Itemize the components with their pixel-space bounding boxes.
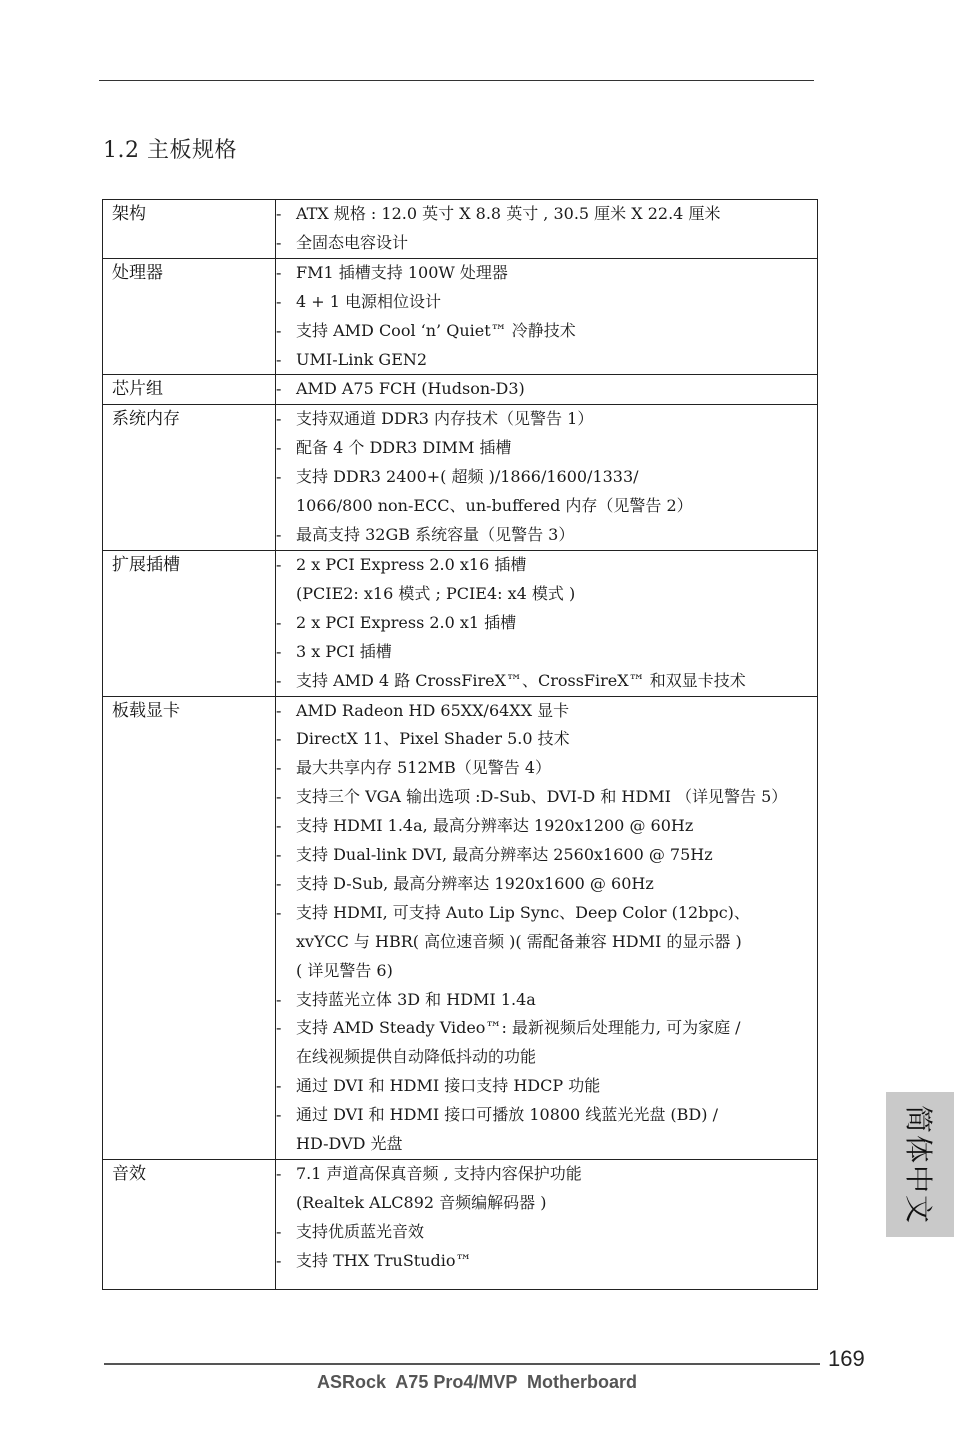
spec-line xyxy=(276,1218,817,1247)
spec-line xyxy=(276,754,817,783)
section-title: 1.2 主板规格 xyxy=(103,138,237,163)
spec-line-text: (Realtek ALC892 音频编解码器 ) xyxy=(296,1192,547,1212)
top-rule xyxy=(99,80,814,81)
language-tab-label: 简体中文 xyxy=(902,1104,935,1225)
spec-line xyxy=(276,986,817,1015)
spec-line-text: 通过 DVI 和 HDMI 接口可播放 10800 线蓝光光盘 (BD) / xyxy=(296,1105,718,1125)
spec-line-text: FM1 插槽支持 100W 处理器 xyxy=(296,262,508,282)
spec-line xyxy=(276,521,817,550)
dash-marker: - xyxy=(276,873,282,893)
spec-line xyxy=(276,288,817,317)
dash-marker: - xyxy=(276,349,282,369)
spec-items xyxy=(276,696,818,1160)
spec-line-text: AMD Radeon HD 65XX/64XX 显卡 xyxy=(296,700,570,720)
spec-row xyxy=(103,405,818,551)
dash-marker: - xyxy=(276,641,282,661)
spec-line xyxy=(276,463,817,492)
dash-marker: - xyxy=(276,729,282,749)
dash-marker: - xyxy=(276,989,282,1009)
spec-line-text: 2 x PCI Express 2.0 x1 插槽 xyxy=(296,612,517,632)
spec-table xyxy=(102,199,818,1290)
dash-marker: - xyxy=(276,379,282,399)
dash-marker: - xyxy=(276,438,282,458)
spec-line-text: 7.1 声道高保真音频 , 支持内容保护功能 xyxy=(296,1164,582,1183)
spec-line xyxy=(276,841,817,870)
spec-line-text: 1066/800 non-ECC、un-buffered 内存（见警告 2） xyxy=(296,496,693,516)
spec-line-text: 支持优质蓝光音效 xyxy=(296,1221,425,1241)
footer-rule xyxy=(104,1363,820,1365)
spec-row xyxy=(103,200,818,259)
spec-line xyxy=(276,259,817,288)
spec-items xyxy=(276,258,818,375)
spec-line xyxy=(276,1247,817,1276)
spec-line xyxy=(276,317,817,346)
dash-marker: - xyxy=(276,902,282,922)
spec-line xyxy=(276,492,817,521)
spec-line xyxy=(276,229,817,258)
dash-marker: - xyxy=(276,1018,282,1038)
dash-marker: - xyxy=(276,232,282,252)
spec-line-text: ATX 规格 : 12.0 英寸 X 8.8 英寸 , 30.5 厘米 X 22.4 厘米 xyxy=(296,204,721,223)
dash-marker: - xyxy=(276,1250,282,1270)
spec-line xyxy=(276,870,817,899)
spec-line-text: AMD A75 FCH (Hudson-D3) xyxy=(296,379,525,399)
dash-marker: - xyxy=(276,816,282,836)
spec-category: 系统内存 xyxy=(103,405,276,551)
spec-category: 芯片组 xyxy=(103,375,276,405)
spec-line-text: 2 x PCI Express 2.0 x16 插槽 xyxy=(296,554,527,574)
dash-marker: - xyxy=(276,262,282,282)
spec-items xyxy=(276,375,818,405)
spec-row xyxy=(103,696,818,1160)
spec-row xyxy=(103,375,818,405)
language-tab xyxy=(886,1092,954,1237)
spec-line xyxy=(276,1160,817,1189)
spec-line xyxy=(276,1014,817,1043)
spec-line-text: (PCIE2: x16 模式 ; PCIE4: x4 模式 ) xyxy=(296,583,576,603)
dash-marker: - xyxy=(276,612,282,632)
spec-line xyxy=(276,1043,817,1072)
dash-marker: - xyxy=(276,320,282,340)
spec-line-text: 通过 DVI 和 HDMI 接口支持 HDCP 功能 xyxy=(296,1076,601,1096)
spec-line-text: HD-DVD 光盘 xyxy=(296,1134,403,1154)
spec-line-text: 配备 4 个 DDR3 DIMM 插槽 xyxy=(296,438,512,458)
dash-marker: - xyxy=(276,1076,282,1096)
spec-category: 板载显卡 xyxy=(103,696,276,1160)
spec-line xyxy=(276,346,817,375)
spec-row xyxy=(103,1160,818,1290)
dash-marker: - xyxy=(276,291,282,311)
spec-category: 音效 xyxy=(103,1160,276,1290)
spec-line xyxy=(276,434,817,463)
dash-marker: - xyxy=(276,787,282,807)
spec-line-text: 支持三个 VGA 输出选项 :D-Sub、DVI-D 和 HDMI （详见警告 5） xyxy=(296,787,788,807)
spec-items xyxy=(276,1160,818,1290)
spec-line xyxy=(276,405,817,434)
spec-items xyxy=(276,550,818,696)
spec-line xyxy=(276,667,817,696)
dash-marker: - xyxy=(276,525,282,545)
dash-marker: - xyxy=(276,670,282,690)
spec-line-text: 支持蓝光立体 3D 和 HDMI 1.4a xyxy=(296,989,536,1009)
spec-line-text: 最大共享内存 512MB（见警告 4） xyxy=(296,758,552,778)
spec-line-text: 支持 Dual-link DVI, 最高分辨率达 2560x1600 @ 75Hz xyxy=(296,845,713,865)
spec-line-text: 支持 HDMI 1.4a, 最高分辨率达 1920x1200 @ 60Hz xyxy=(296,816,694,836)
footer-title: ASRock A75 Pro4/MVP Motherboard xyxy=(316,1372,638,1392)
spec-line xyxy=(276,697,817,726)
spec-line-text: UMI-Link GEN2 xyxy=(296,349,428,369)
spec-line-text: 支持 AMD Cool ‘n’ Quiet™ 冷静技术 xyxy=(296,320,576,340)
dash-marker: - xyxy=(276,467,282,487)
spec-line xyxy=(276,580,817,609)
spec-category: 扩展插槽 xyxy=(103,550,276,696)
spec-line xyxy=(276,725,817,754)
spec-line-text: xvYCC 与 HBR( 高位速音频 )( 需配备兼容 HDMI 的显示器 ) xyxy=(296,931,742,951)
spec-items xyxy=(276,200,818,259)
spec-line xyxy=(276,812,817,841)
spec-line-text: 支持 D-Sub, 最高分辨率达 1920x1600 @ 60Hz xyxy=(296,873,654,893)
spec-category: 处理器 xyxy=(103,258,276,375)
dash-marker: - xyxy=(276,1105,282,1125)
spec-line-text: 4 + 1 电源相位设计 xyxy=(296,291,442,311)
spec-line xyxy=(276,899,817,928)
spec-line xyxy=(276,200,817,229)
dash-marker: - xyxy=(276,204,282,223)
spec-line-text: 支持 DDR3 2400+( 超频 )/1866/1600/1333/ xyxy=(296,467,639,487)
dash-marker: - xyxy=(276,845,282,865)
spec-row xyxy=(103,550,818,696)
spec-row xyxy=(103,258,818,375)
spec-line xyxy=(276,551,817,580)
spec-category: 架构 xyxy=(103,200,276,259)
page-number: 169 xyxy=(828,1346,865,1371)
spec-line-text: 支持 THX TruStudio™ xyxy=(296,1250,472,1270)
dash-marker: - xyxy=(276,1221,282,1241)
spec-line-text: 支持 HDMI, 可支持 Auto Lip Sync、Deep Color (12bpc)、 xyxy=(296,902,750,922)
dash-marker: - xyxy=(276,758,282,778)
dash-marker: - xyxy=(276,554,282,574)
bottom-spacer xyxy=(276,1276,817,1289)
spec-line xyxy=(276,1189,817,1218)
spec-line xyxy=(276,1101,817,1130)
spec-line xyxy=(276,928,817,957)
spec-line xyxy=(276,1072,817,1101)
spec-items xyxy=(276,405,818,551)
spec-line xyxy=(276,638,817,667)
dash-marker: - xyxy=(276,1164,282,1183)
spec-line xyxy=(276,609,817,638)
dash-marker: - xyxy=(276,700,282,720)
spec-line xyxy=(276,783,817,812)
spec-line-text: DirectX 11、Pixel Shader 5.0 技术 xyxy=(296,729,570,749)
spec-line-text: 支持双通道 DDR3 内存技术（见警告 1） xyxy=(296,409,594,429)
spec-line xyxy=(276,957,817,986)
spec-line-text: 最高支持 32GB 系统容量（见警告 3） xyxy=(296,525,575,545)
spec-line-text: ( 详见警告 6) xyxy=(296,960,393,980)
spec-line-text: 全固态电容设计 xyxy=(296,232,409,252)
spec-line-text: 支持 AMD Steady Video™: 最新视频后处理能力, 可为家庭 / xyxy=(296,1018,741,1038)
dash-marker: - xyxy=(276,409,282,429)
spec-line-text: 在线视频提供自动降低抖动的功能 xyxy=(296,1047,537,1067)
spec-line-text: 支持 AMD 4 路 CrossFireX™、CrossFireX™ 和双显卡技术 xyxy=(296,670,746,690)
spec-line xyxy=(276,375,817,404)
spec-line-text: 3 x PCI 插槽 xyxy=(296,641,392,661)
spec-line xyxy=(276,1130,817,1159)
